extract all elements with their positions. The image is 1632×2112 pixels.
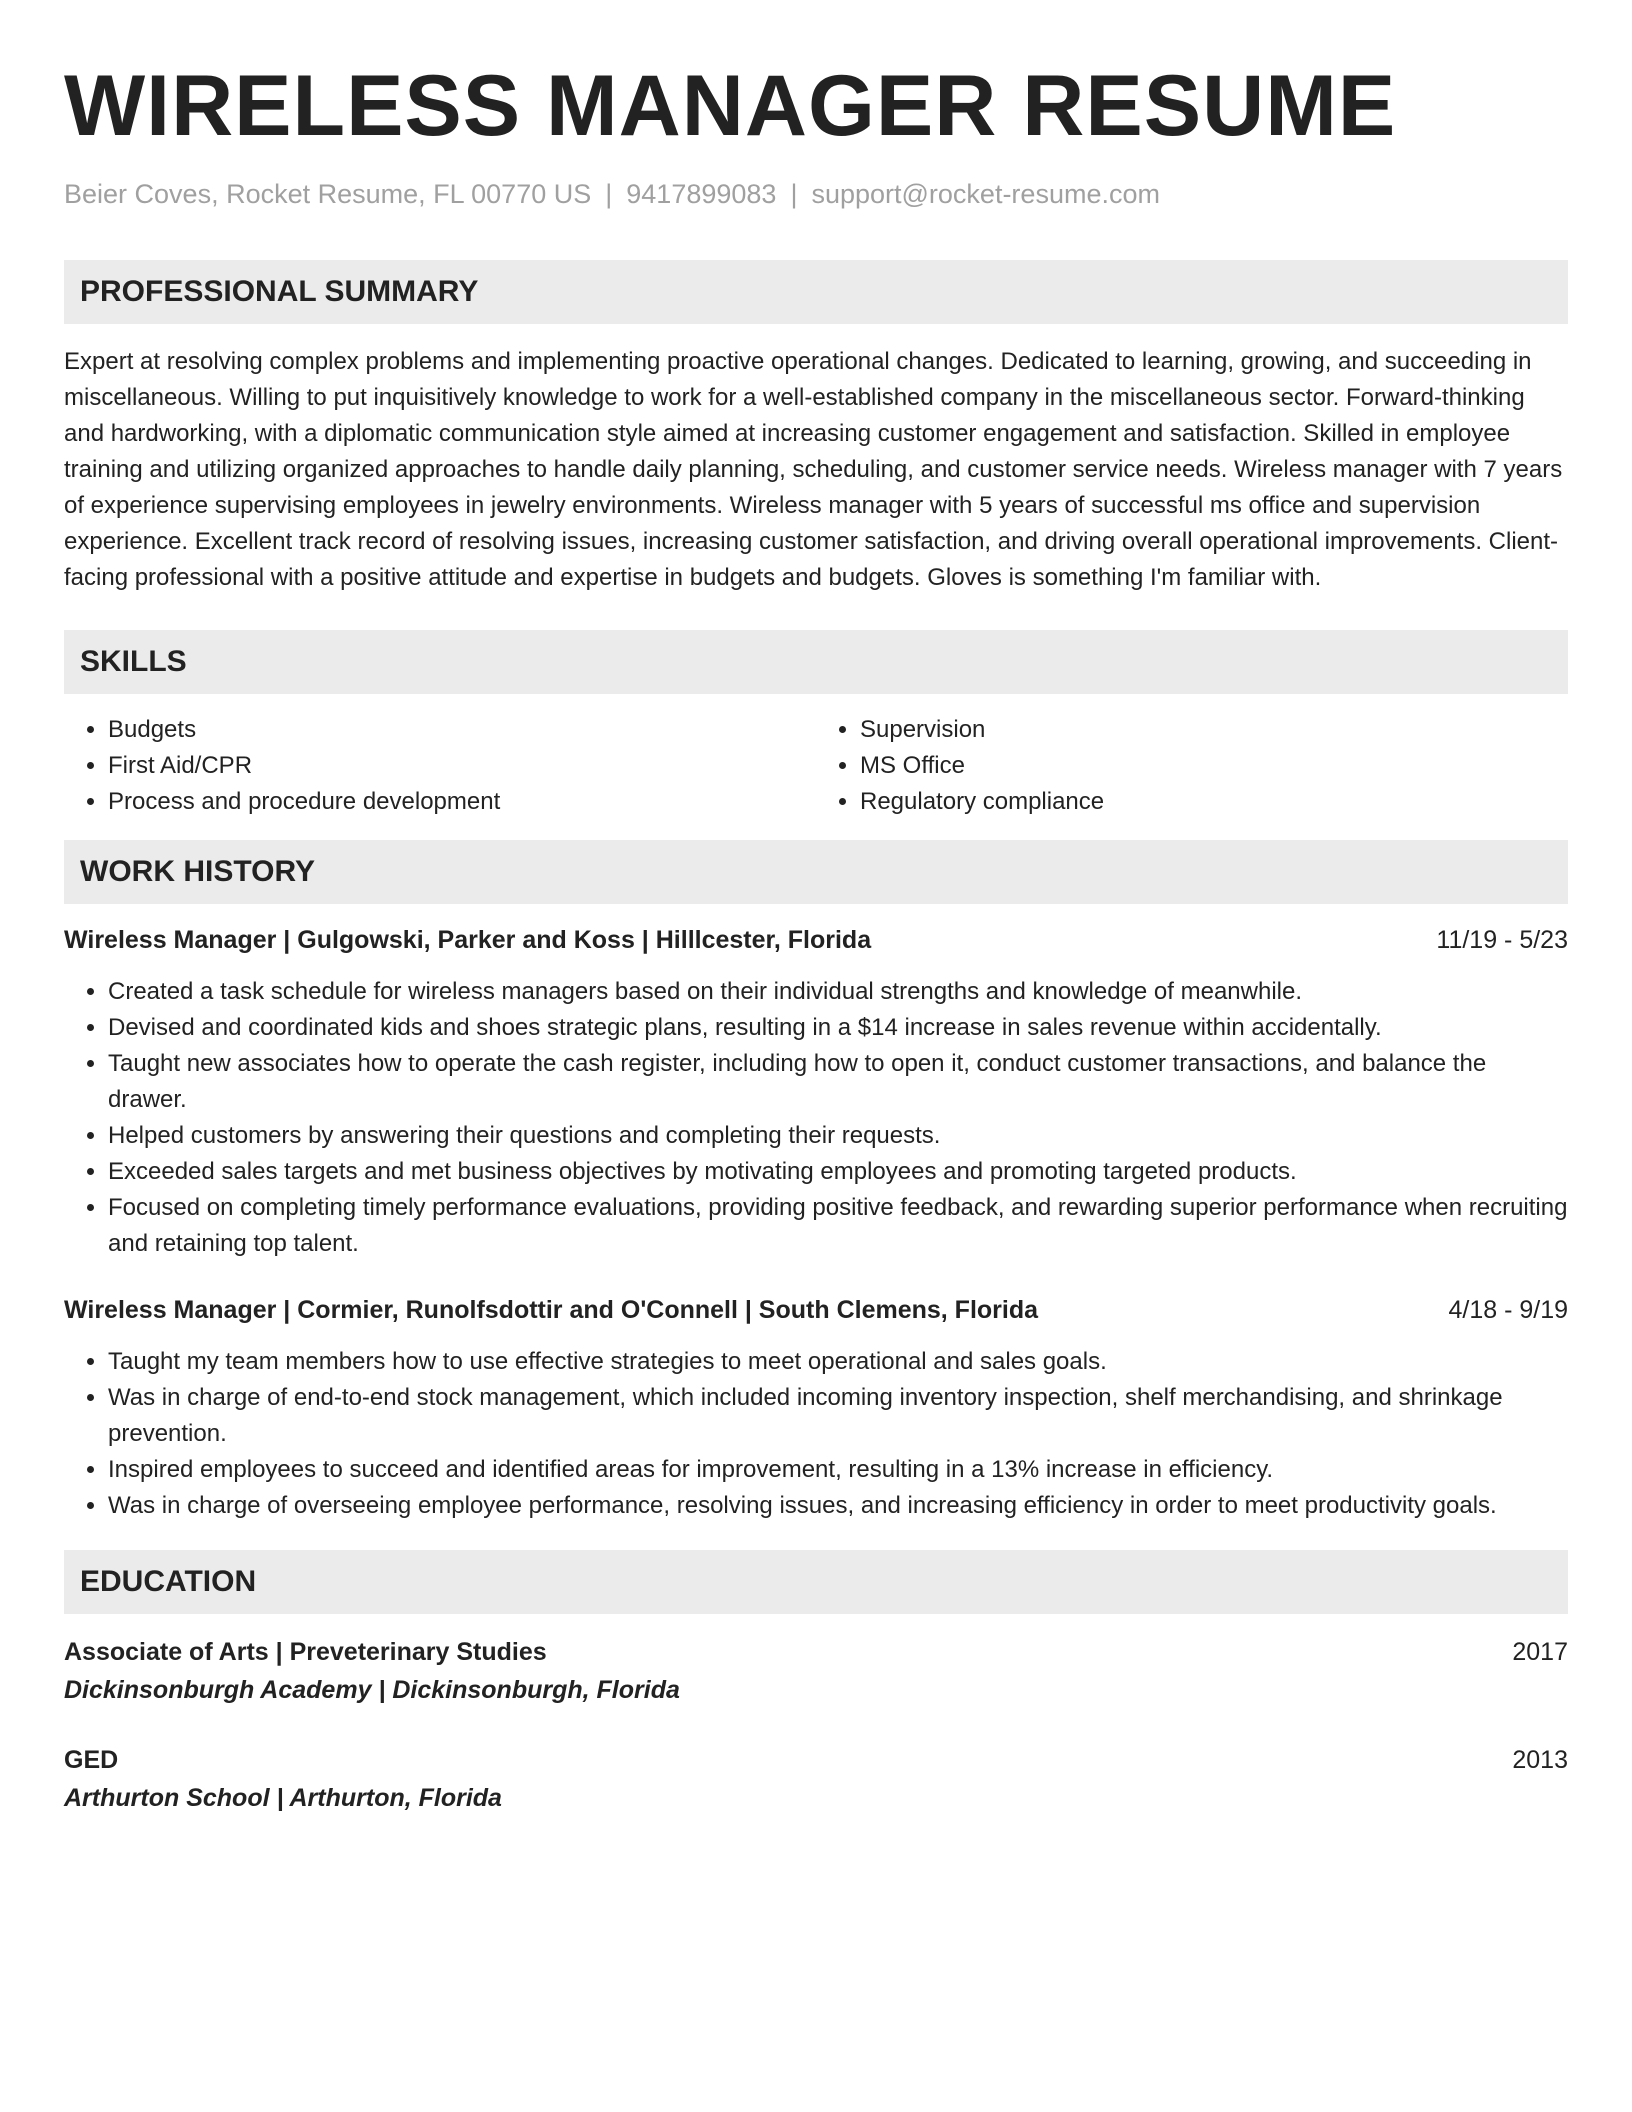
job-bullet: • Exceeded sales targets and met business objectives by motivating employees and promoting targeted products. xyxy=(108,1154,1568,1190)
resume-title: WIRELESS MANAGER RESUME xyxy=(64,58,1397,154)
education-year: 2017 xyxy=(1512,1638,1568,1666)
education-header xyxy=(64,1634,1568,1670)
skills-list xyxy=(64,712,1568,820)
education-school: Arthurton School | Arthurton, Florida xyxy=(64,1784,502,1812)
job-entry xyxy=(64,922,1568,1262)
education-school: Dickinsonburgh Academy | Dickinsonburgh, Florida xyxy=(64,1676,680,1704)
contact-separator: | xyxy=(790,179,798,209)
contact-email: support@rocket-resume.com xyxy=(811,179,1160,209)
job-title: Wireless Manager | Gulgowski, Parker and Koss | Hilllcester, Florida xyxy=(64,926,872,954)
job-bullets xyxy=(64,974,1568,1262)
job-entry xyxy=(64,1292,1568,1524)
job-bullet: • Taught my team members how to use effective strategies to meet operational and sales goals. xyxy=(108,1344,1568,1380)
contact-address: Beier Coves, Rocket Resume, FL 00770 US xyxy=(64,179,592,209)
education-degree: Associate of Arts | Preveterinary Studies xyxy=(64,1638,547,1666)
skill-item: • Budgets xyxy=(108,712,816,748)
job-bullet: • Was in charge of overseeing employee performance, resolving issues, and increasing efficiency in order to meet productivity goals. xyxy=(108,1488,1568,1524)
skills-column-right xyxy=(816,712,1568,820)
skill-item: • Supervision xyxy=(860,712,1568,748)
job-bullets xyxy=(64,1344,1568,1524)
education-year: 2013 xyxy=(1512,1746,1568,1774)
work-heading: WORK HISTORY xyxy=(64,840,1568,904)
contact-line xyxy=(64,176,1568,212)
job-header xyxy=(64,1292,1568,1328)
skill-item: • Process and procedure development xyxy=(108,784,816,820)
education-heading: EDUCATION xyxy=(64,1550,1568,1614)
contact-phone: 9417899083 xyxy=(626,179,777,209)
job-bullet: • Inspired employees to succeed and identified areas for improvement, resulting in a 13% increase in efficiency. xyxy=(108,1452,1568,1488)
skills-heading: SKILLS xyxy=(64,630,1568,694)
job-title: Wireless Manager | Cormier, Runolfsdottir and O'Connell | South Clemens, Florida xyxy=(64,1296,1039,1324)
job-bullet: • Helped customers by answering their questions and completing their requests. xyxy=(108,1118,1568,1154)
job-dates: 4/18 - 9/19 xyxy=(1448,1296,1568,1324)
summary-text: Expert at resolving complex problems and implementing proactive operational changes. Dedicated to learning, growing, and succeeding in miscellaneous. Willing to put inquisitively knowledge to work for a well-established company in the miscellaneous sector. Forward-thinking and hardworking, with a diplomatic communication style aimed at increasing customer engagement and satisfaction. Skilled in employee training and utilizing organized approaches to handle daily planning, scheduling, and customer service needs. Wireless manager with 7 years of experience supervising employees in jewelry environments. Wireless manager with 5 years of successful ms office and supervision experience. Excellent track record of resolving issues, increasing customer satisfaction, and driving overall operational improvements. Client-facing professional with a positive attitude and expertise in budgets and budgets. Gloves is something I'm familiar with. xyxy=(64,348,1563,591)
job-header xyxy=(64,922,1568,958)
job-bullet: • Taught new associates how to operate the cash register, including how to open it, conduct customer transactions, and balance the drawer. xyxy=(108,1046,1568,1118)
contact-separator: | xyxy=(605,179,613,209)
education-entry xyxy=(64,1634,1568,1708)
skill-item: • Regulatory compliance xyxy=(860,784,1568,820)
education-degree: GED xyxy=(64,1746,119,1774)
job-bullet: • Devised and coordinated kids and shoes strategic plans, resulting in a $14 increase in sales revenue within accidentally. xyxy=(108,1010,1568,1046)
job-bullet: • Was in charge of end-to-end stock management, which included incoming inventory inspection, shelf merchandising, and shrinkage prevention. xyxy=(108,1380,1568,1452)
education-header xyxy=(64,1742,1568,1778)
skills-column-left xyxy=(64,712,816,820)
job-bullet: • Focused on completing timely performance evaluations, providing positive feedback, and rewarding superior performance when recruiting and retaining top talent. xyxy=(108,1190,1568,1262)
skill-item: • First Aid/CPR xyxy=(108,748,816,784)
summary-heading: PROFESSIONAL SUMMARY xyxy=(64,260,1568,324)
skill-item: • MS Office xyxy=(860,748,1568,784)
education-entry xyxy=(64,1742,1568,1816)
job-bullet: • Created a task schedule for wireless managers based on their individual strengths and knowledge of meanwhile. xyxy=(108,974,1568,1010)
job-dates: 11/19 - 5/23 xyxy=(1436,926,1568,954)
